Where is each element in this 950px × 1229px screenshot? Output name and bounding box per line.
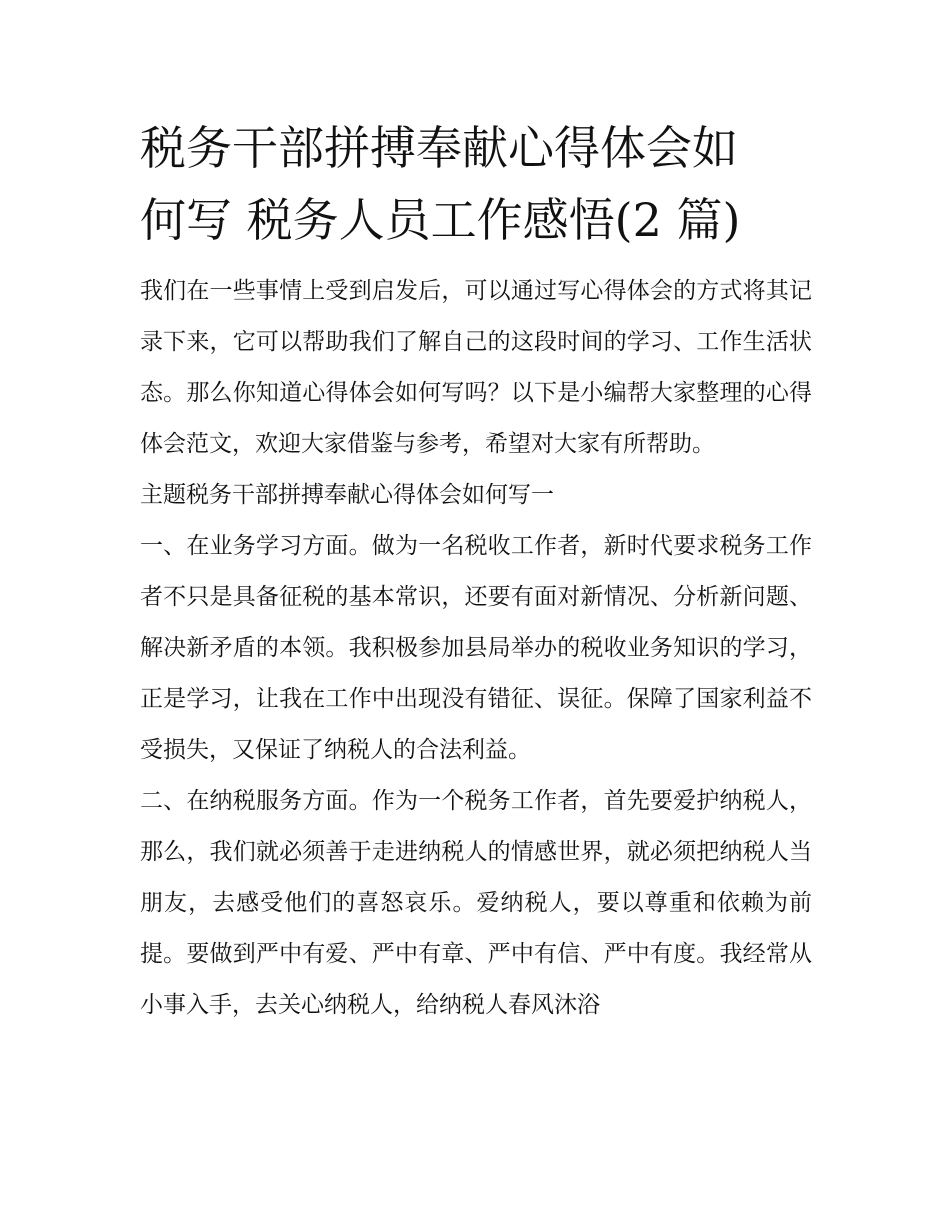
title-line-2: 何写 税务人员工作感悟(2 篇) [140,193,741,247]
document-title [140,112,812,256]
document-body [140,112,812,1031]
section-heading: 主题税务干部拼搏奉献心得体会如何写一 [140,482,554,508]
paragraph-tax-service: 二、在纳税服务方面。作为一个税务工作者，首先要爱护纳税人，那么，我们就必须善于走进纳税人的情感世界，就必须把纳税人当朋友，去感受他们的喜怒哀乐。爱纳税人，要以尊重和依赖为前提。要做到严中有爱、严中有章、严中有信、严中有度。我经常从小事入手，去关心纳税人，给纳税人春风沐浴 [140,788,812,1018]
intro-paragraph: 我们在一些事情上受到启发后，可以通过写心得体会的方式将其记录下来，它可以帮助我们了解自己的这段时间的学习、工作生活状态。那么你知道心得体会如何写吗？以下是小编帮大家整理的心得体会范文，欢迎大家借鉴与参考，希望对大家有所帮助。 [140,278,812,457]
paragraph-business-study: 一、在业务学习方面。做为一名税收工作者，新时代要求税务工作者不只是具备征税的基本常识，还要有面对新情况、分析新问题、解决新矛盾的本领。我积极参加县局举办的税收业务知识的学习，正是学习，让我在工作中出现没有错征、误征。保障了国家利益不受损失，又保证了纳税人的合法利益。 [140,533,812,763]
title-line-1: 税务干部拼搏奉献心得体会如 [140,121,738,175]
